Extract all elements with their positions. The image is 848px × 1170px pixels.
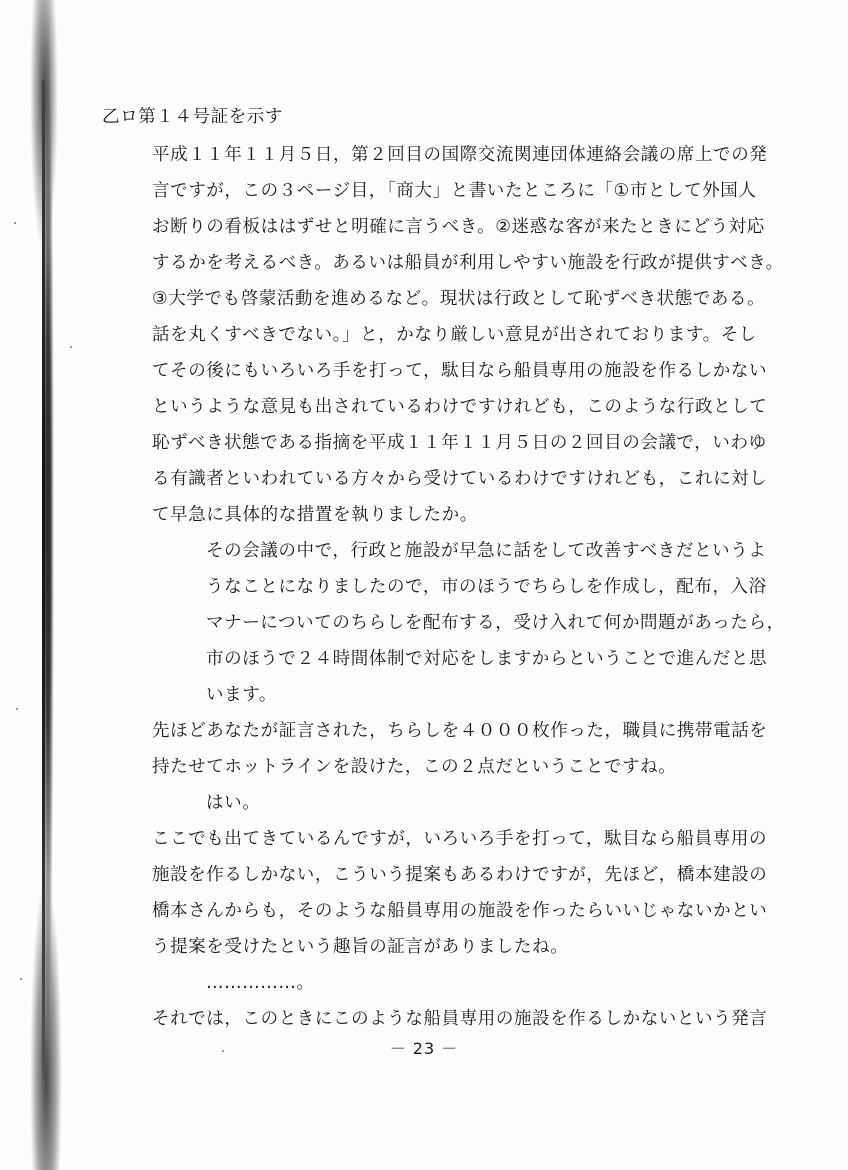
binding-spine: [42, 80, 45, 1080]
answer-line: ……………。: [206, 973, 315, 993]
text-line: う提案を受けたという趣旨の証言がありましたね。: [152, 937, 569, 957]
text-line: 言ですが，この３ページ目，「商大」と書いたところに「①市として外国人: [152, 181, 757, 201]
text-line: 恥ずべき状態である指摘を平成１１年１１月５日の２回目の会議で，いわゆ: [152, 433, 767, 453]
text-line: というような意見も出されているわけですけれども，このような行政として: [152, 397, 768, 417]
page-number: － 23 －: [389, 1039, 459, 1058]
text-line: て早急に具体的な措置を執りましたか。: [152, 505, 478, 525]
scan-speck: [20, 978, 22, 980]
text-line: お断りの看板ははずせと明確に言うべき。②迷惑な客が来たときにどう対応: [152, 217, 765, 237]
text-line: 持たせてホットラインを設けた，この２点だということですね。: [152, 757, 677, 777]
answer-line: はい。: [206, 793, 261, 813]
text-line: ここでも出てきているんですが，いろいろ手を打って，駄目なら船員専用の: [152, 829, 768, 849]
binding-edge-shadow: [28, 0, 68, 1170]
answer-line: マナーについてのちらしを配布する，受け入れて何か問題があったら，: [206, 613, 785, 633]
text-line: ③大学でも啓蒙活動を進めるなど。現状は行政として恥ずべき状態である。: [152, 289, 766, 309]
answer-line: 市のほうで２４時間体制で対応をしますからということで進んだと思: [206, 649, 768, 669]
scan-speck: [14, 222, 16, 224]
scan-speck: [70, 346, 72, 348]
text-line: それでは，このときにこのような船員専用の施設を作るしかないという発言: [152, 1009, 768, 1029]
answer-line: います。: [206, 685, 277, 705]
text-line: 先ほどあなたが証言された，ちらしを４０００枚作った，職員に携帯電話を: [152, 721, 768, 741]
answer-line: うなことになりましたので，市のほうでちらしを作成し，配布，入浴: [206, 577, 767, 597]
text-line: 平成１１年１１月５日，第２回目の国際交流関連団体連絡会議の席上での発: [152, 145, 768, 165]
answer-line: その会議の中で，行政と施設が早急に話をして改善すべきだというよ: [206, 541, 767, 561]
text-line: 橋本さんからも，そのような船員専用の施設を作ったらいいじゃないかとい: [152, 901, 768, 921]
text-line: するかを考えるべき。あるいは船員が利用しやすい施設を行政が提供すべき。: [152, 253, 784, 273]
text-line: 施設を作るしかない，こういう提案もあるわけですが，先ほど，橋本建設の: [152, 865, 768, 885]
text-line: てその後にもいろいろ手を打って，駄目なら船員専用の施設を作るしかない: [152, 361, 768, 381]
scan-speck: [16, 708, 18, 710]
text-line: 話を丸くすべきでない。」と，かなり厳しい意見が出されております。そし: [152, 325, 757, 345]
exhibit-heading: 乙ロ第１４号証を示す: [102, 107, 283, 127]
text-line: る有識者といわれている方々から受けているわけですけれども，これに対し: [152, 469, 768, 489]
